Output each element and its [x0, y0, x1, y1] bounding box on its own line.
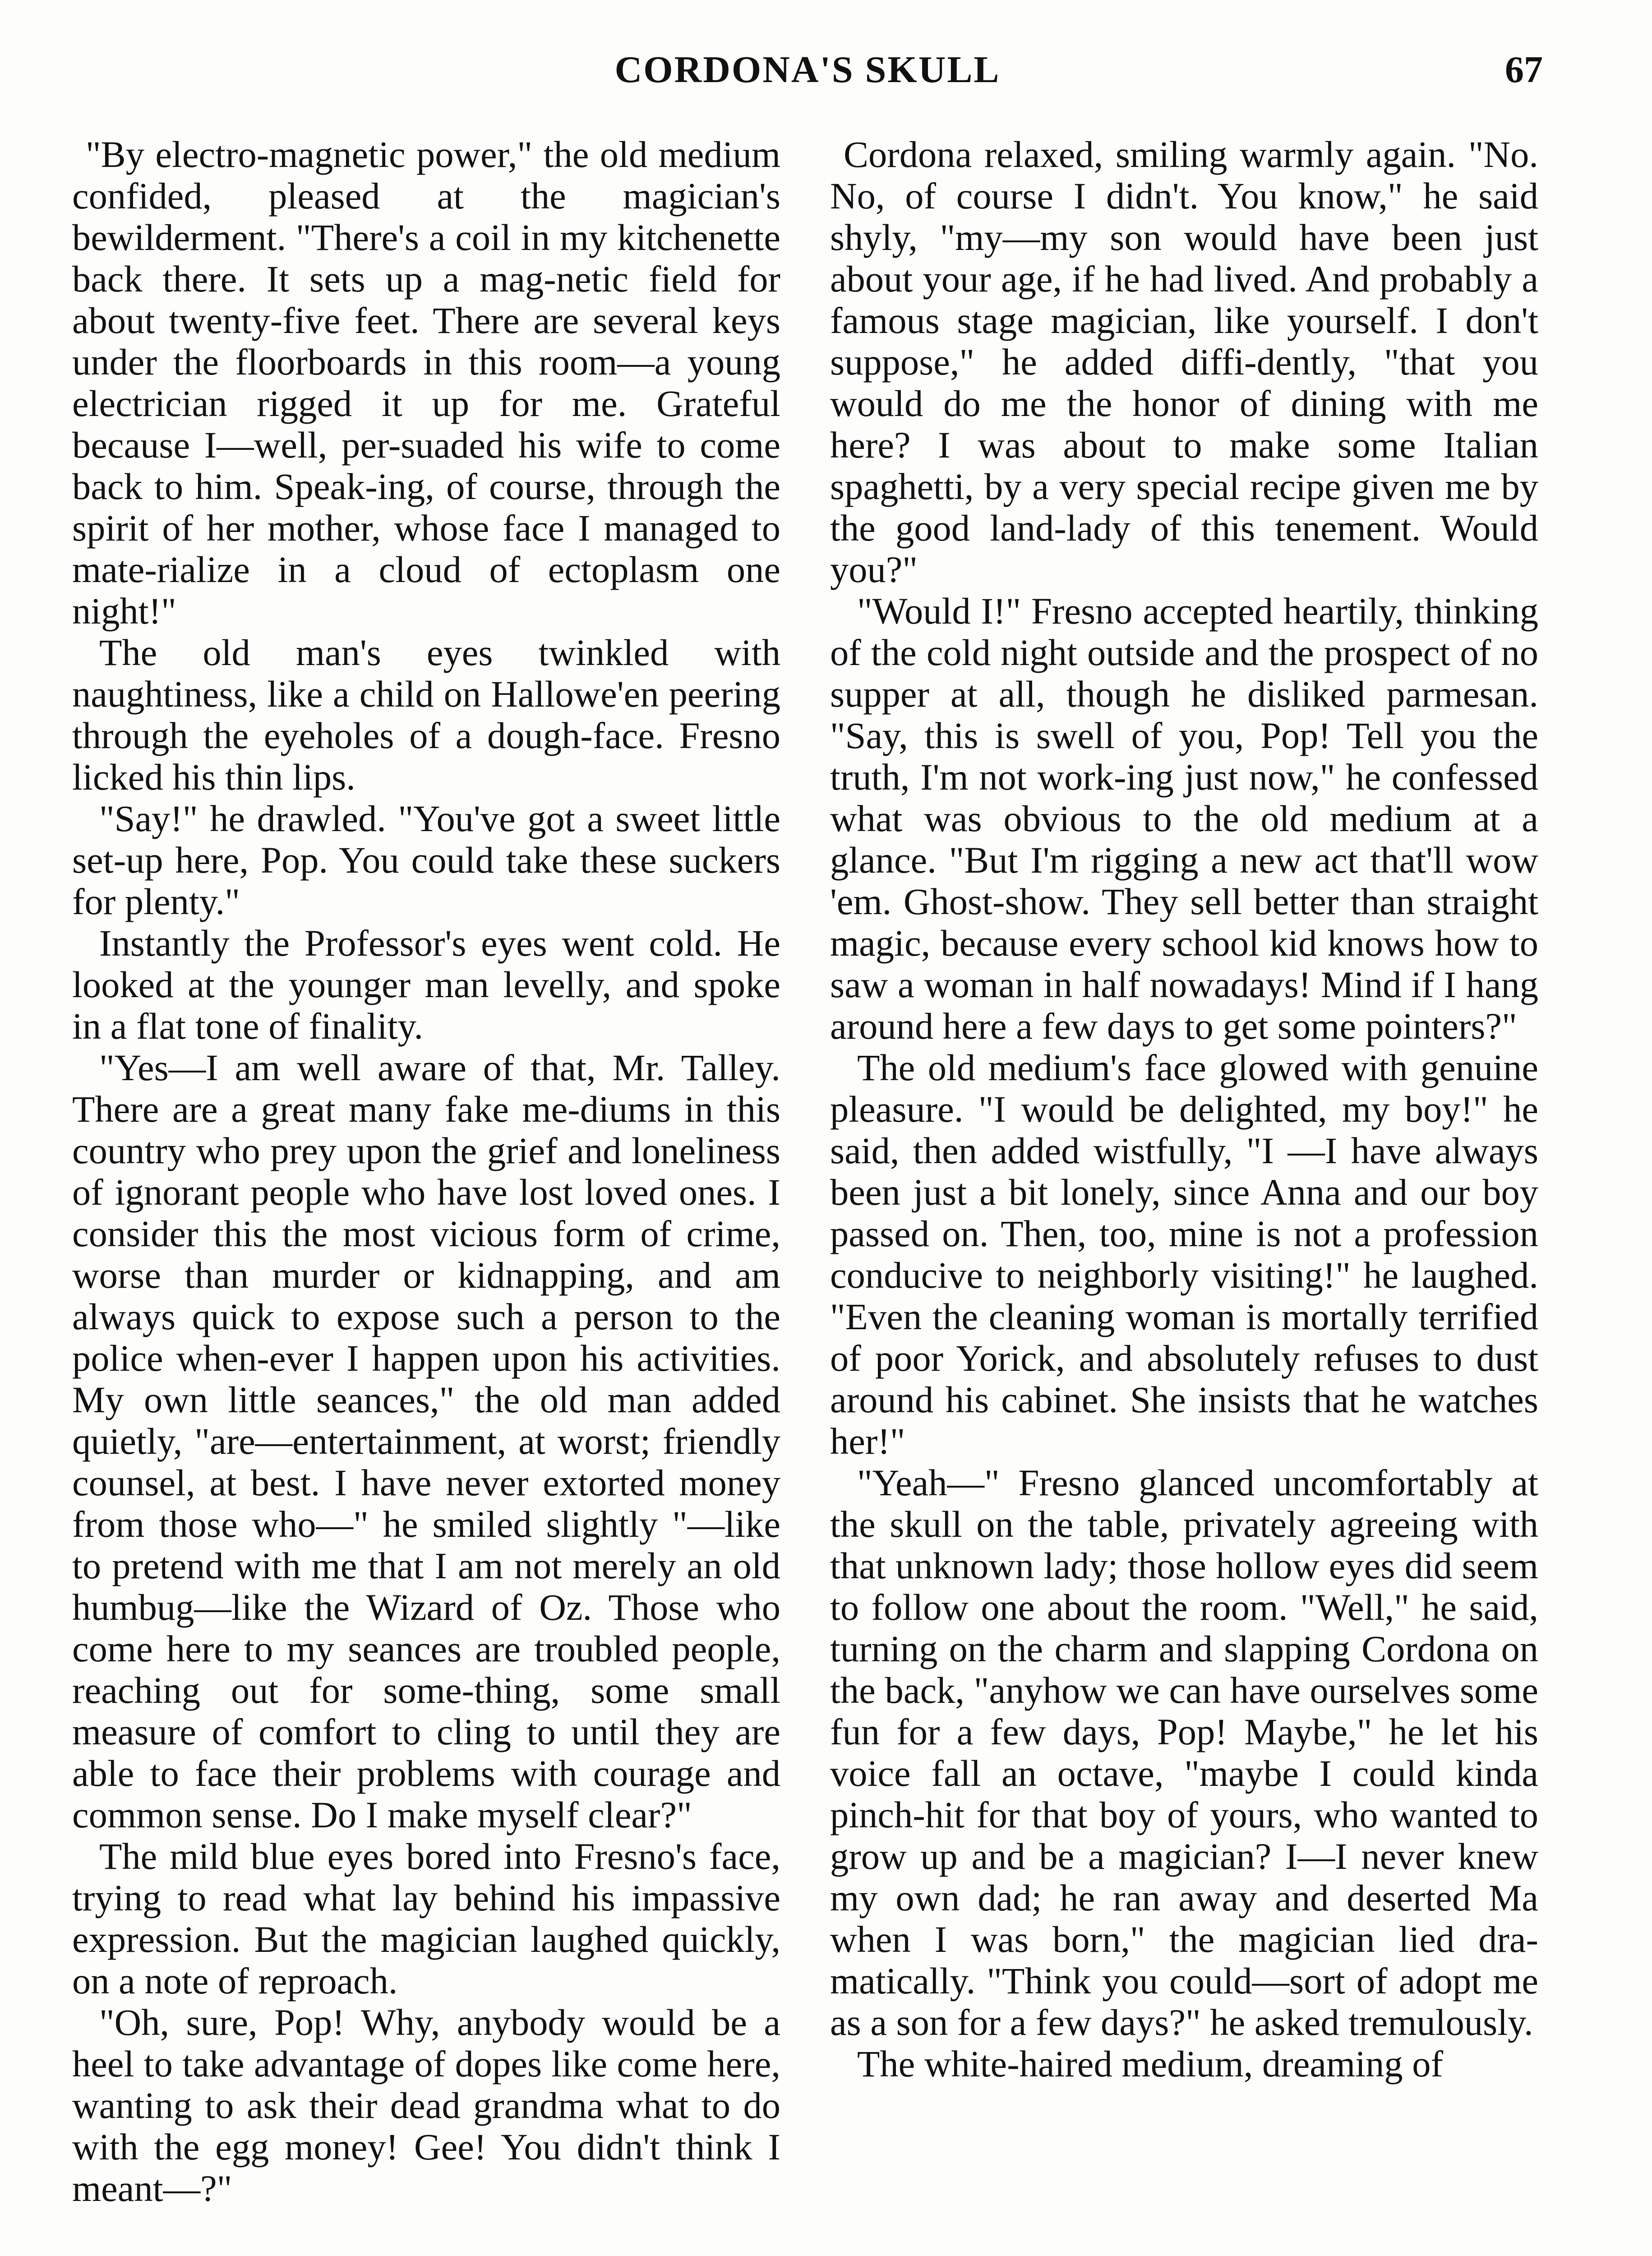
- paragraph: "Yes—I am well aware of that, Mr. Talley. There are a great many fake me-diums in this country who prey upon the grief and loneliness of ignorant people who have lost loved ones. I consider this the most vicious form of crime, worse than murder or kidnapping, and am always quick to expose such a person to the police when-ever I happen upon his activities. My own little seances," the old man added quietly, "are—entertainment, at worst; friendly counsel, at best. I have never extorted money from those who—" he smiled slightly "—like to pretend with me that I am not merely an old humbug—like the Wizard of Oz. Those who come here to my seances are troubled people, reaching out for some-thing, some small measure of comfort to cling to until they are able to face their problems with courage and common sense. Do I make myself clear?": [72, 1047, 780, 1835]
- paragraph: "Oh, sure, Pop! Why, anybody would be a heel to take advantage of dopes like come here, wanting to ask their dead grandma what to do with the egg money! Gee! You didn't think I meant—?": [72, 2002, 780, 2209]
- paragraph: The old man's eyes twinkled with naughtiness, like a child on Hallowe'en peering through the eyeholes of a dough-face. Fresno licked his thin lips.: [72, 632, 780, 798]
- paragraph: "Say!" he drawled. "You've got a sweet little set-up here, Pop. You could take these suckers for plenty.": [72, 798, 780, 922]
- paragraph: "Would I!" Fresno accepted heartily, thinking of the cold night outside and the prospect of no supper at all, though he disliked parmesan. "Say, this is swell of you, Pop! Tell you the truth, I'm not work-ing just now," he confessed what was obvious to the old medium at a glance. "But I'm rigging a new act that'll wow 'em. Ghost-show. They sell better than straight magic, because every school kid knows how to saw a woman in half nowadays! Mind if I hang around here a few days to get some pointers?": [830, 590, 1538, 1047]
- paragraph: Cordona relaxed, smiling warmly again. "No. No, of course I didn't. You know," he said shyly, "my—my son would have been just about your age, if he had lived. And probably a famous stage magician, like yourself. I don't suppose," he added diffi-dently, "that you would do me the honor of dining with me here? I was about to make some Italian spaghetti, by a very special recipe given me by the good land-lady of this tenement. Would you?": [830, 134, 1538, 590]
- left-column: [72, 134, 780, 2256]
- paragraph: The white-haired medium, dreaming of: [857, 2043, 1443, 2085]
- paragraph: Instantly the Professor's eyes went cold. He looked at the younger man levelly, and spoke in a flat tone of finality.: [72, 922, 780, 1047]
- paragraph: "By electro-magnetic power," the old medium confided, pleased at the magician's bewilderment. "There's a coil in my kitchenette back there. It sets up a mag-netic field for about twenty-five feet. There are several keys under the floorboards in this room—a young electrician rigged it up for me. Grateful because I—well, per-suaded his wife to come back to him. Speak-ing, of course, through the spirit of her mother, whose face I managed to mate-rialize in a cloud of ectoplasm one night!": [72, 134, 780, 632]
- paragraph: The old medium's face glowed with genuine pleasure. "I would be delighted, my boy!" he said, then added wistfully, "I —I have always been just a bit lonely, since Anna and our boy passed on. Then, too, mine is not a profession conducive to neighborly visiting!" he laughed. "Even the cleaning woman is mortally terrified of poor Yorick, and absolutely refuses to dust around his cabinet. She insists that he watches her!": [830, 1047, 1538, 1462]
- right-column: [830, 134, 1538, 2256]
- page-number: 67: [1505, 49, 1543, 91]
- page-header: [72, 39, 1543, 102]
- story-title: CORDONA'S SKULL: [614, 49, 1001, 91]
- paragraph: "Yeah—" Fresno glanced uncomfortably at the skull on the table, privately agreeing with that unknown lady; those hollow eyes did seem to follow one about the room. "Well," he said, turning on the charm and slapping Cordona on the back, "anyhow we can have ourselves some fun for a few days, Pop! Maybe," he let his voice fall an octave, "maybe I could kinda pinch-hit for that boy of yours, who wanted to grow up and be a magician? I—I never knew my own dad; he ran away and deserted Ma when I was born," the magician lied dra-matically. "Think you could—sort of adopt me as a son for a few days?" he asked tremulously.: [830, 1462, 1538, 2043]
- paragraph: The mild blue eyes bored into Fresno's face, trying to read what lay behind his impassive expression. But the magician laughed quickly, on a note of reproach.: [72, 1835, 780, 2002]
